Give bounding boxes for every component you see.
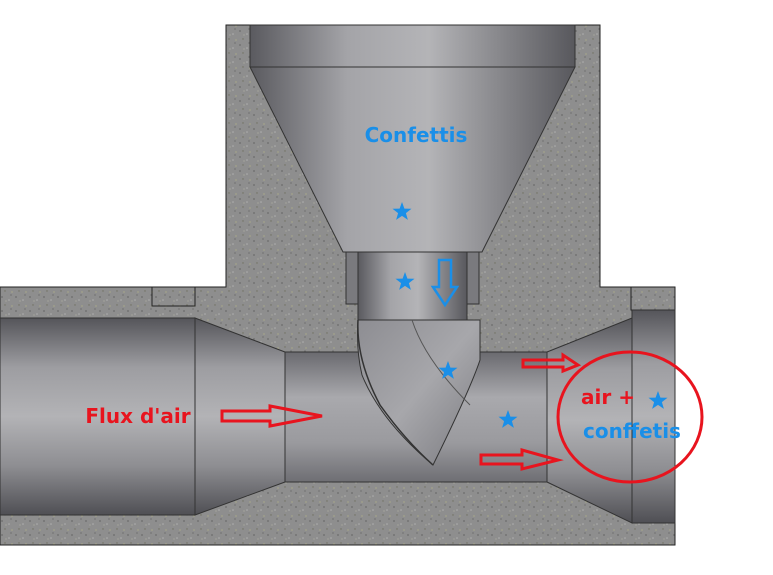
inlet-reducer bbox=[195, 318, 285, 515]
concrete-step-right bbox=[631, 287, 675, 310]
confettis-label: Confettis bbox=[364, 123, 468, 147]
concrete-step-left bbox=[152, 287, 195, 306]
neck-flange-right bbox=[467, 252, 479, 304]
air-plus-label: air + bbox=[581, 385, 635, 409]
air-confettis-output-label: conffetis bbox=[583, 419, 681, 443]
neck-flange-left bbox=[346, 252, 358, 304]
air-flow-label: Flux d'air bbox=[85, 404, 191, 428]
hopper-cylinder bbox=[250, 25, 575, 67]
outlet-pipe bbox=[632, 310, 675, 523]
